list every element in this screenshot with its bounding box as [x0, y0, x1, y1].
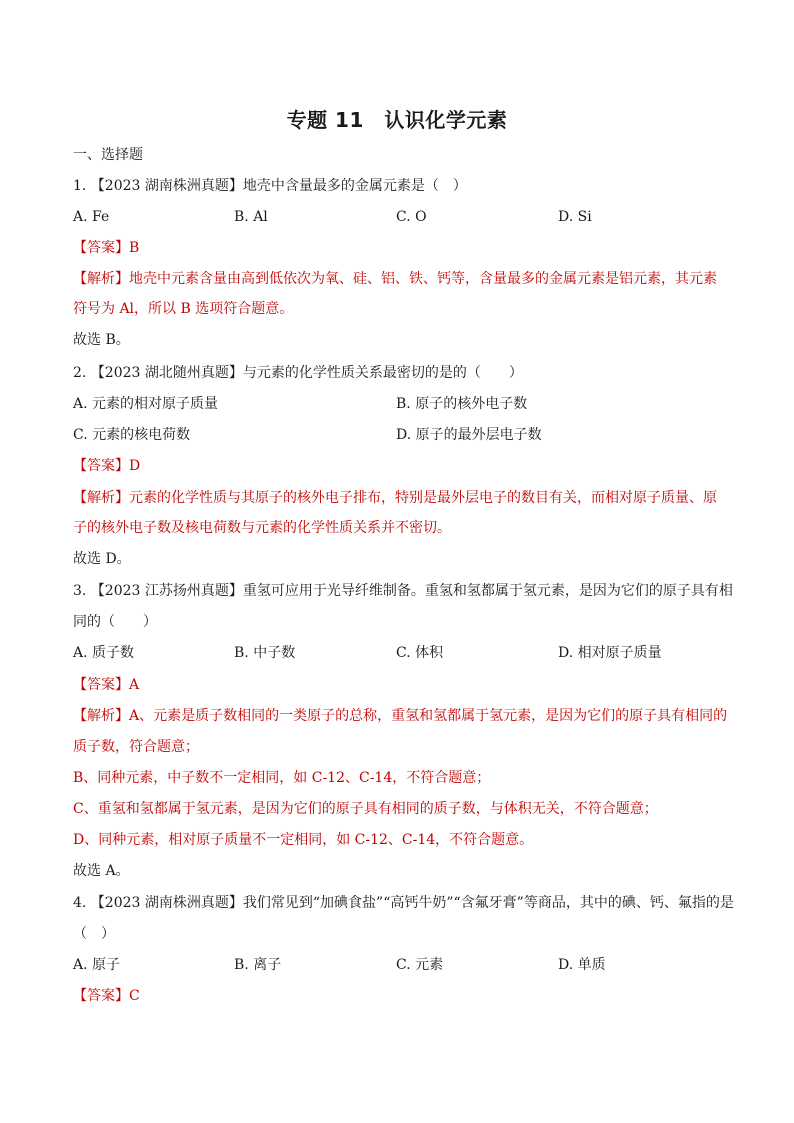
q1-option-d: D. Si [558, 209, 592, 225]
q2-analysis-line-1: 【解析】元素的化学性质与其原子的核外电子排布，特别是最外层电子的数目有关，而相对原子质量、原 [73, 490, 717, 506]
q4-option-d: D. 单质 [558, 957, 606, 973]
q1-stem: 1. 【2023 湖南株洲真题】地壳中含量最多的金属元素是（ ） [73, 178, 467, 194]
q3-analysis-line-4: C、重氢和氢都属于氢元素，是因为它们的原子具有相同的质子数，与体积无关，不符合题意； [73, 801, 658, 817]
q1-analysis-line-2: 符号为 Al，所以 B 选项符合题意。 [73, 301, 294, 317]
q3-option-a: A. 质子数 [73, 645, 135, 661]
q2-option-d: D. 原子的最外层电子数 [396, 427, 542, 443]
q3-option-c: C. 体积 [396, 645, 444, 661]
section-heading: 一、选择题 [73, 147, 143, 163]
q2-option-b: B. 原子的核外电子数 [396, 396, 528, 412]
q1-option-c: C. O [396, 209, 427, 225]
q1-analysis-line-1: 【解析】地壳中元素含量由高到低依次为氧、硅、铝、铁、钙等，含量最多的金属元素是铝元素，其元素 [73, 271, 717, 287]
q3-option-d: D. 相对原子质量 [558, 645, 662, 661]
q3-analysis-line-3: B、同种元素，中子数不一定相同，如 C-12、C-14，不符合题意； [73, 770, 491, 786]
q2-option-c: C. 元素的核电荷数 [73, 427, 191, 443]
q4-answer: 【答案】C [73, 988, 140, 1004]
q2-conclusion: 故选 D。 [73, 551, 131, 567]
q1-conclusion: 故选 B。 [73, 332, 130, 348]
q2-answer: 【答案】D [73, 458, 141, 474]
q1-answer: 【答案】B [73, 240, 140, 256]
q2-stem: 2. 【2023 湖北随州真题】与元素的化学性质关系最密切的是的（ ） [73, 365, 523, 381]
page-title: 专题 11 认识化学元素 [286, 108, 508, 132]
q3-stem-line-1: 3. 【2023 江苏扬州真题】重氢可应用于光导纤维制备。重氢和氢都属于氢元素，是因为它们的原子具有相 [73, 583, 733, 599]
q3-analysis-line-2: 质子数，符合题意； [73, 739, 199, 755]
q4-option-c: C. 元素 [396, 957, 444, 973]
q4-option-a: A. 原子 [73, 957, 121, 973]
q1-option-a: A. Fe [73, 209, 110, 225]
q2-analysis-line-2: 子的核外电子数及核电荷数与元素的化学性质关系并不密切。 [73, 520, 451, 536]
q3-option-b: B. 中子数 [234, 645, 296, 661]
q2-option-a: A. 元素的相对原子质量 [73, 396, 219, 412]
q3-conclusion: 故选 A。 [73, 863, 130, 879]
q4-stem-line-2: （ ） [73, 926, 115, 942]
q3-answer: 【答案】A [73, 677, 140, 693]
q4-option-b: B. 离子 [234, 957, 282, 973]
q1-option-b: B. Al [234, 209, 268, 225]
q4-stem-line-1: 4. 【2023 湖南株洲真题】我们常见到“加碘食盐”“高钙牛奶”“含氟牙膏”等商品，其中的碘、钙、氟指的是 [73, 895, 734, 911]
q3-analysis-line-1: 【解析】A、元素是质子数相同的一类原子的总称，重氢和氢都属于氢元素，是因为它们的原子具有相同的 [73, 708, 728, 724]
q3-stem-line-2: 同的（ ） [73, 614, 157, 630]
q3-analysis-line-5: D、同种元素，相对原子质量不一定相同，如 C-12、C-14，不符合题意。 [73, 832, 534, 848]
